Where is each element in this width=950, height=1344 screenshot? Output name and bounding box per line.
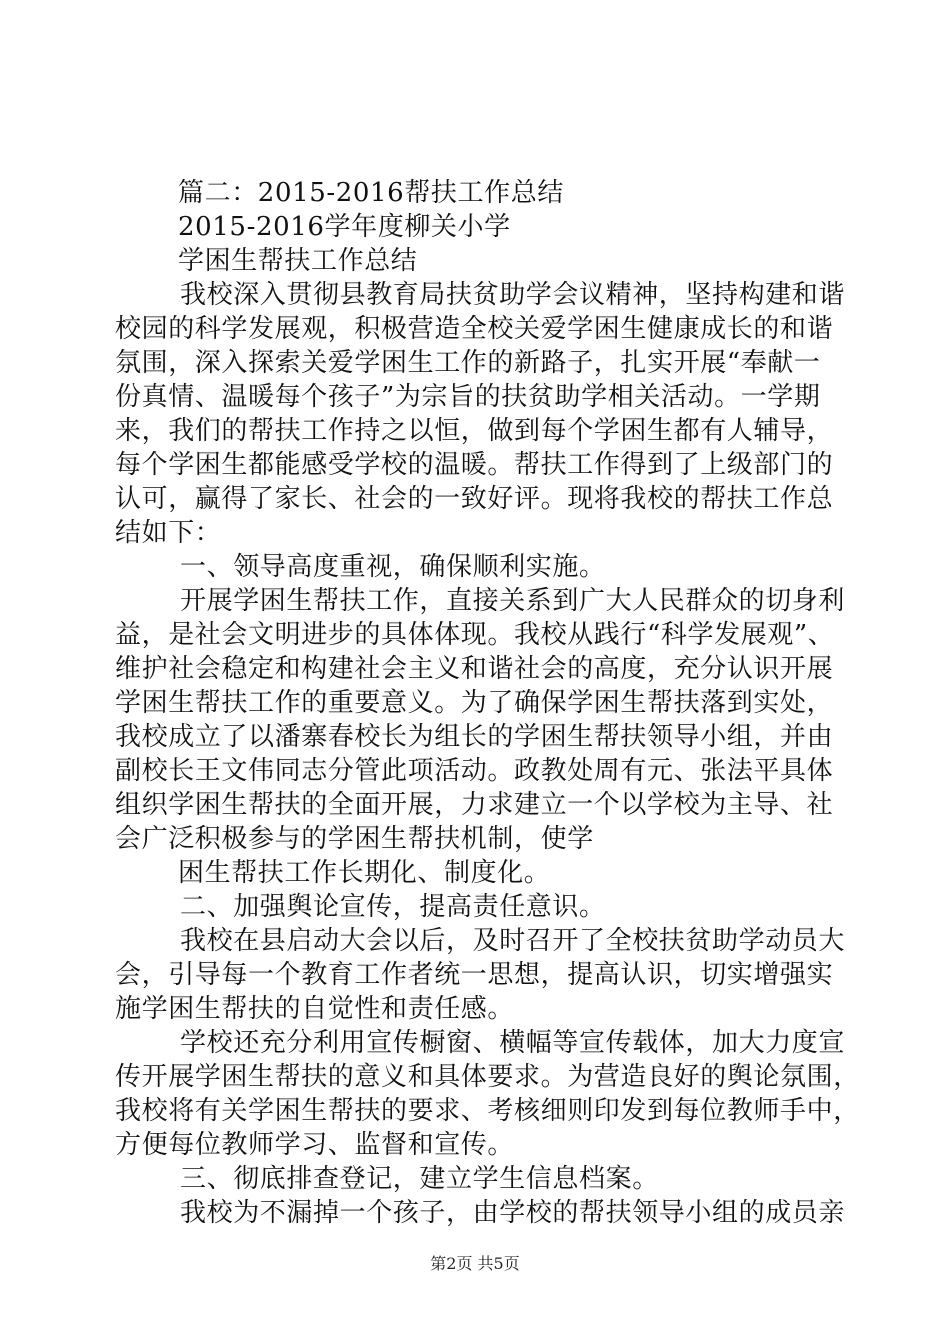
body-line: 组织学困生帮扶的全面开展，力求建立一个以学校为主导、社 bbox=[115, 790, 834, 820]
body-line: 每个学困生都能感受学校的温暖。帮扶工作得到了上级部门的 bbox=[115, 450, 834, 480]
body-line: 我校深入贯彻县教育局扶贫助学会议精神，坚持构建和谐 bbox=[180, 280, 846, 310]
body-line: 副校长王文伟同志分管此项活动。政教处周有元、张法平具体 bbox=[115, 756, 834, 786]
body-line: 我校成立了以潘寨春校长为组长的学困生帮扶领导小组，并由 bbox=[115, 722, 834, 752]
body-line: 开展学困生帮扶工作，直接关系到广大人民群众的切身利 bbox=[180, 586, 846, 616]
page-number-footer: 第2页 共5页 bbox=[430, 1254, 520, 1273]
section-heading: 篇二：2015-2016帮扶工作总结 bbox=[178, 178, 564, 208]
body-line: 会，引导每一个教育工作者统一思想，提高认识，切实增强实 bbox=[115, 960, 834, 990]
body-line: 困生帮扶工作长期化、制度化。 bbox=[178, 858, 551, 888]
body-line: 氛围，深入探索关爱学困生工作的新路子，扎实开展“奉献一 bbox=[115, 348, 821, 378]
body-line: 方便每位教师学习、监督和宣传。 bbox=[115, 1130, 515, 1160]
body-line: 维护社会稳定和构建社会主义和谐社会的高度，充分认识开展 bbox=[115, 654, 834, 684]
body-line: 结如下： bbox=[115, 518, 222, 548]
body-line: 传开展学困生帮扶的意义和具体要求。为营造良好的舆论氛围， bbox=[115, 1062, 860, 1092]
body-line: 我校在县启动大会以后，及时召开了全校扶贫助学动员大 bbox=[180, 926, 846, 956]
body-line: 学校还充分利用宣传橱窗、横幅等宣传载体，加大力度宣 bbox=[180, 1028, 846, 1058]
body-line: 施学困生帮扶的自觉性和责任感。 bbox=[115, 994, 515, 1024]
title-line-2: 学困生帮扶工作总结 bbox=[178, 246, 418, 276]
title-line-1: 2015-2016学年度柳关小学 bbox=[178, 212, 511, 242]
section-heading: 一、领导高度重视，确保顺利实施。 bbox=[180, 552, 606, 582]
body-line: 学困生帮扶工作的重要意义。为了确保学困生帮扶落到实处， bbox=[115, 688, 834, 718]
body-line: 校园的科学发展观，积极营造全校关爱学困生健康成长的和谐 bbox=[115, 314, 834, 344]
body-line: 我校将有关学困生帮扶的要求、考核细则印发到每位教师手中， bbox=[115, 1096, 860, 1126]
section-heading: 三、彻底排查登记，建立学生信息档案。 bbox=[180, 1164, 659, 1194]
section-heading: 二、加强舆论宣传，提高责任意识。 bbox=[180, 892, 606, 922]
body-line: 会广泛积极参与的学困生帮扶机制，使学 bbox=[115, 824, 594, 854]
body-line: 份真情、温暖每个孩子”为宗旨的扶贫助学相关活动。一学期 bbox=[115, 382, 821, 412]
body-line: 来，我们的帮扶工作持之以恒，做到每个学困生都有人辅导， bbox=[115, 416, 834, 446]
body-line: 认可，赢得了家长、社会的一致好评。现将我校的帮扶工作总 bbox=[115, 484, 834, 514]
body-line: 我校为不漏掉一个孩子，由学校的帮扶领导小组的成员亲 bbox=[180, 1198, 846, 1228]
body-line: 益，是社会文明进步的具体体现。我校从践行“科学发展观”、 bbox=[115, 620, 835, 650]
